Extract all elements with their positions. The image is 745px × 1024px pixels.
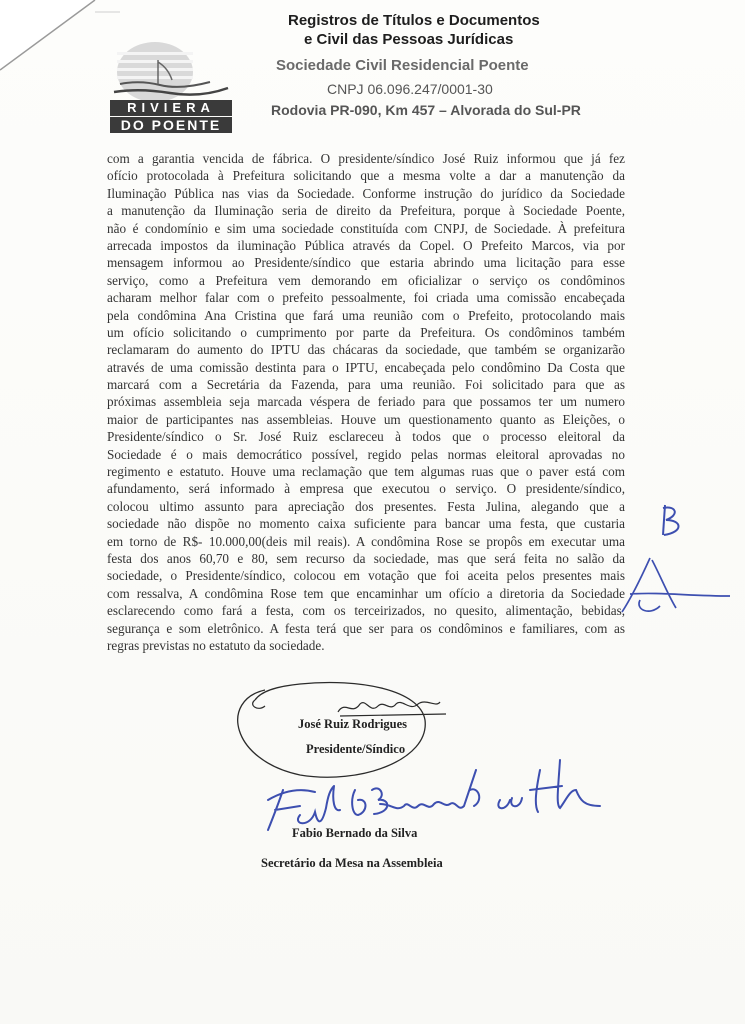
header-address: Rodovia PR-090, Km 457 – Alvorada do Sul-PR: [271, 102, 581, 118]
body-line: não é condomínio e sim uma sociedade constituída com CNPJ, de Sociedade. À prefeitura: [107, 220, 625, 236]
header-registry-line2: e Civil das Pessoas Jurídicas: [304, 31, 514, 48]
body-line: próximas assembleia seja marcada véspera de feriado para que possamos ter um numero: [107, 394, 625, 410]
body-line: serviço, como a Prefeitura vem demorando em oficializar o serviço os condôminos: [107, 272, 625, 288]
body-line: pela condômina Ana Cristina que fará uma reunião com o Prefeito, protocolando mais: [107, 307, 625, 323]
body-line: com ressalva, A condômina Rose tem que encaminhar um ofício a diretoria da Sociedade: [107, 585, 625, 601]
body-line: arrecada impostos da iluminação Pública através da Copel. O Prefeito Marcos, via por: [107, 237, 625, 253]
body-line: colocou ultimo assunto para apreciação dos presentes. Festa Julina, alegando que a: [107, 498, 625, 514]
body-line: um ofício solicitando o cumprimento por parte da Prefeitura. Os condôminos também: [107, 324, 625, 340]
president-signature-scribble: [338, 702, 446, 716]
president-role: Presidente/Síndico: [306, 742, 406, 756]
body-line: ofício protocolada à Prefeitura solicitando que a mesma volte a dar a manutenção da: [107, 168, 625, 184]
secretary-signature: [268, 760, 600, 830]
body-line: a manutenção da Iluminação seria de direito da Prefeitura, porque à Sociedade Poente,: [107, 203, 625, 219]
body-line: Sociedade é o mais democrático possível, regido pelas normas eleitoral aprovadas no: [107, 446, 625, 462]
body-line: esclarecendo como fará a festa, com os terceirizados, no quesito, alimentação, bebidas,: [107, 603, 625, 619]
body-line: festa dos anos 60,70 e 80, sem recurso da sociedade, mas que será feita no salão da: [107, 550, 625, 566]
body-line: Iluminação Pública nas vias da Sociedade. Conforme instrução do jurídico da Sociedade: [107, 185, 625, 201]
body-line: mensagem informou ao Presidente/síndico que estaria abrindo uma licitação para esse: [107, 255, 625, 271]
body-line: sociedade não dispõe no momento caixa suficiente para bancar uma festa, que custaria: [107, 516, 625, 532]
secretary-name: Fabio Bernado da Silva: [292, 826, 418, 840]
body-line: em torno de R$- 10.000,00(deis mil reais). A condômina Rose se propôs em executar uma: [107, 533, 625, 549]
body-line: maior de participantes nas assembleias. Houve um questionamento quanto as Eleições, o: [107, 411, 625, 427]
body-line: Presidente/síndico o Sr. José Ruiz esclareceu à todos que o processo eleitoral da: [107, 429, 625, 445]
body-line: através de uma comissão destinta para o IPTU, encabeçada pelo condômino Da Costa que: [107, 359, 625, 375]
body-line: afundamento, será informado à empresa que executou o serviço. O presidente/síndico,: [107, 481, 625, 497]
body-line: sociedade, o Presidente/síndico, colocou em votação que foi aceita pelos presentes mais: [107, 568, 625, 584]
body-line: com a garantia vencida de fábrica. O presidente/síndico José Ruiz informou que já fez: [107, 151, 625, 166]
margin-initial-b: [663, 505, 679, 535]
body-line: regras previstas no estatuto da sociedade.: [107, 637, 325, 653]
header-registry-line1: Registros de Títulos e Documentos: [288, 12, 540, 29]
president-name: José Ruiz Rodrigues: [298, 717, 408, 731]
margin-initial-a: [622, 558, 730, 612]
secretary-role: Secretário da Mesa na Assembleia: [261, 856, 443, 870]
logo-word-do-poente: DO POENTE: [110, 117, 232, 133]
header-cnpj: CNPJ 06.096.247/0001-30: [327, 81, 493, 97]
body-line: regimento e estatuto. Houve uma reclamação que tem algumas ruas que o paver está com: [107, 464, 625, 480]
logo-word-riviera: RIVIERA: [110, 100, 232, 116]
minutes-body-text: [107, 150, 625, 654]
body-line: acharam melhor falar com o prefeito pessoalmente, foi criada uma comissão encabeçada: [107, 290, 625, 306]
body-line: segurança e som eletrônico. A festa terá que ser para os condôminos e familiares, com as: [107, 620, 625, 636]
body-line: marcará com a Secretária da Fazenda, para uma reunião. Foi solicitado para que as: [107, 377, 625, 393]
header-org-name: Sociedade Civil Residencial Poente: [276, 57, 529, 74]
body-line: reclamaram do aumento do IPTU das chácaras da sociedade, que também se organizarão: [107, 342, 625, 358]
